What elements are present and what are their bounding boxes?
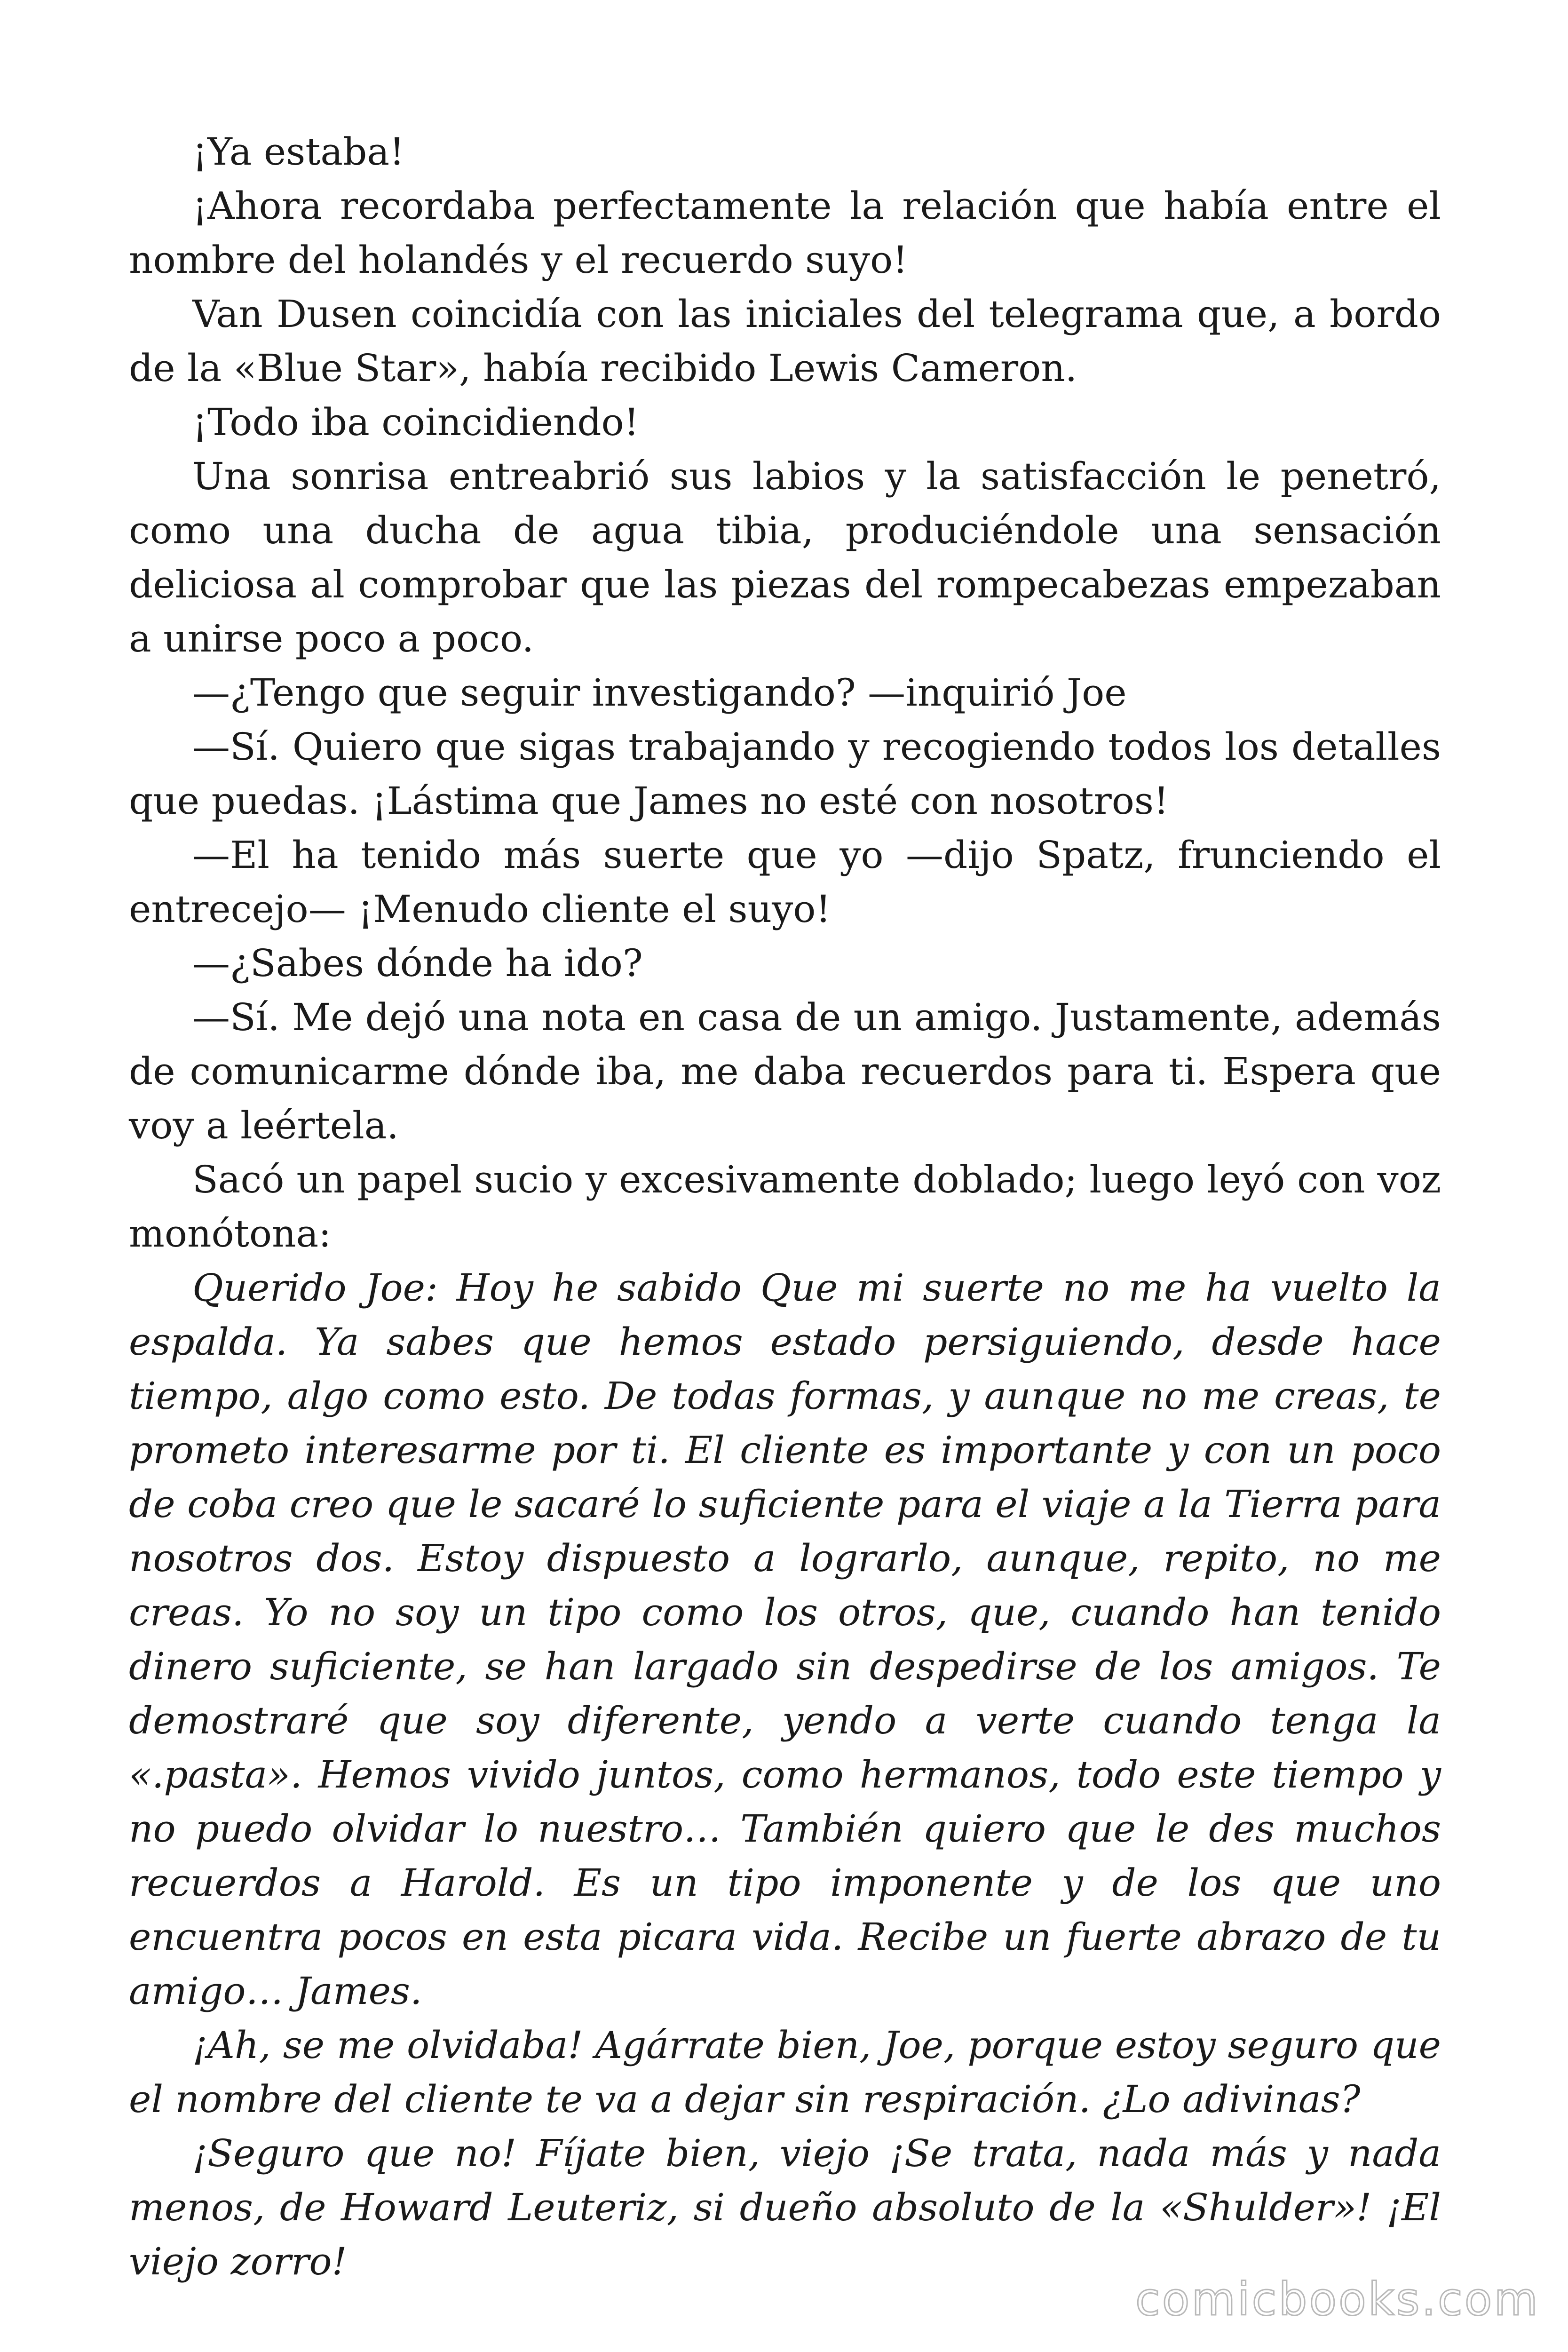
paragraph: ¡Ya estaba!: [192, 130, 405, 174]
paragraph: —¿Tengo que seguir investigando? —inquirió Joe: [192, 671, 1127, 715]
paragraph: —Sí. Me dejó una nota en casa de un amigo. Justamente, además de comunicarme dónde iba, me daba recuerdos para ti. Espera que voy a leértela.: [129, 995, 1441, 1147]
letter-paragraph: ¡Ah, se me olvidaba! Agárrate bien, Joe, porque estoy seguro que el nombre del cliente te va a dejar sin respiración. ¿Lo adivinas?: [129, 2023, 1441, 2121]
paragraph: —¿Sabes dónde ha ido?: [192, 941, 643, 985]
paragraph: —El ha tenido más suerte que yo —dijo Spatz, frunciendo el entrecejo— ¡Menudo cliente el suyo!: [129, 833, 1441, 931]
paragraph: Sacó un papel sucio y excesivamente doblado; luego leyó con voz monótona:: [129, 1158, 1441, 1255]
paragraph: Van Dusen coincidía con las iniciales del telegrama que, a bordo de la «Blue Star», había recibido Lewis Cameron.: [129, 292, 1441, 390]
paragraph: —Sí. Quiero que sigas trabajando y recogiendo todos los detalles que puedas. ¡Lástima que James no esté con nosotros!: [129, 725, 1441, 823]
watermark: comicbooks.com: [1135, 2273, 1540, 2326]
paragraph: Una sonrisa entreabrió sus labios y la satisfacción le penetró, como una ducha de agua tibia, produciéndole una sensación deliciosa al comprobar que las piezas del rompecabezas empezaban a unirse poco a poco.: [129, 454, 1441, 660]
letter-paragraph: Querido Joe: Hoy he sabido Que mi suerte no me ha vuelto la espalda. Ya sabes que hemos estado persiguiendo, desde hace tiempo, algo como esto. De todas formas, y aunque no me creas, te prometo interesarme por ti. El cliente es importante y con un poco de coba creo que le sacaré lo suficiente para el viaje a la Tierra para nosotros dos. Estoy dispuesto a lograrlo, aunque, repito, no me creas. Yo no soy un tipo como los otros, que, cuando han tenido dinero suficiente, se han largado sin despedirse de los amigos. Te demostraré que soy diferente, yendo a verte cuando tenga la «.pasta». Hemos vivido juntos, como hermanos, todo este tiempo y no puedo olvidar lo nuestro… También quiero que le des muchos recuerdos a Harold. Es un tipo imponente y de los que uno encuentra pocos en esta picara vida. Recibe un fuerte abrazo de tu amigo… James.: [129, 1266, 1441, 2013]
letter-paragraph: ¡Seguro que no! Fíjate bien, viejo ¡Se trata, nada más y nada menos, de Howard Leuteriz, si dueño absoluto de la «Shulder»! ¡El viejo zorro!: [129, 2131, 1441, 2283]
book-page-text: [129, 125, 1441, 2288]
paragraph: ¡Ahora recordaba perfectamente la relación que había entre el nombre del holandés y el recuerdo suyo!: [129, 184, 1441, 282]
paragraph: ¡Todo iba coincidiendo!: [192, 400, 639, 444]
